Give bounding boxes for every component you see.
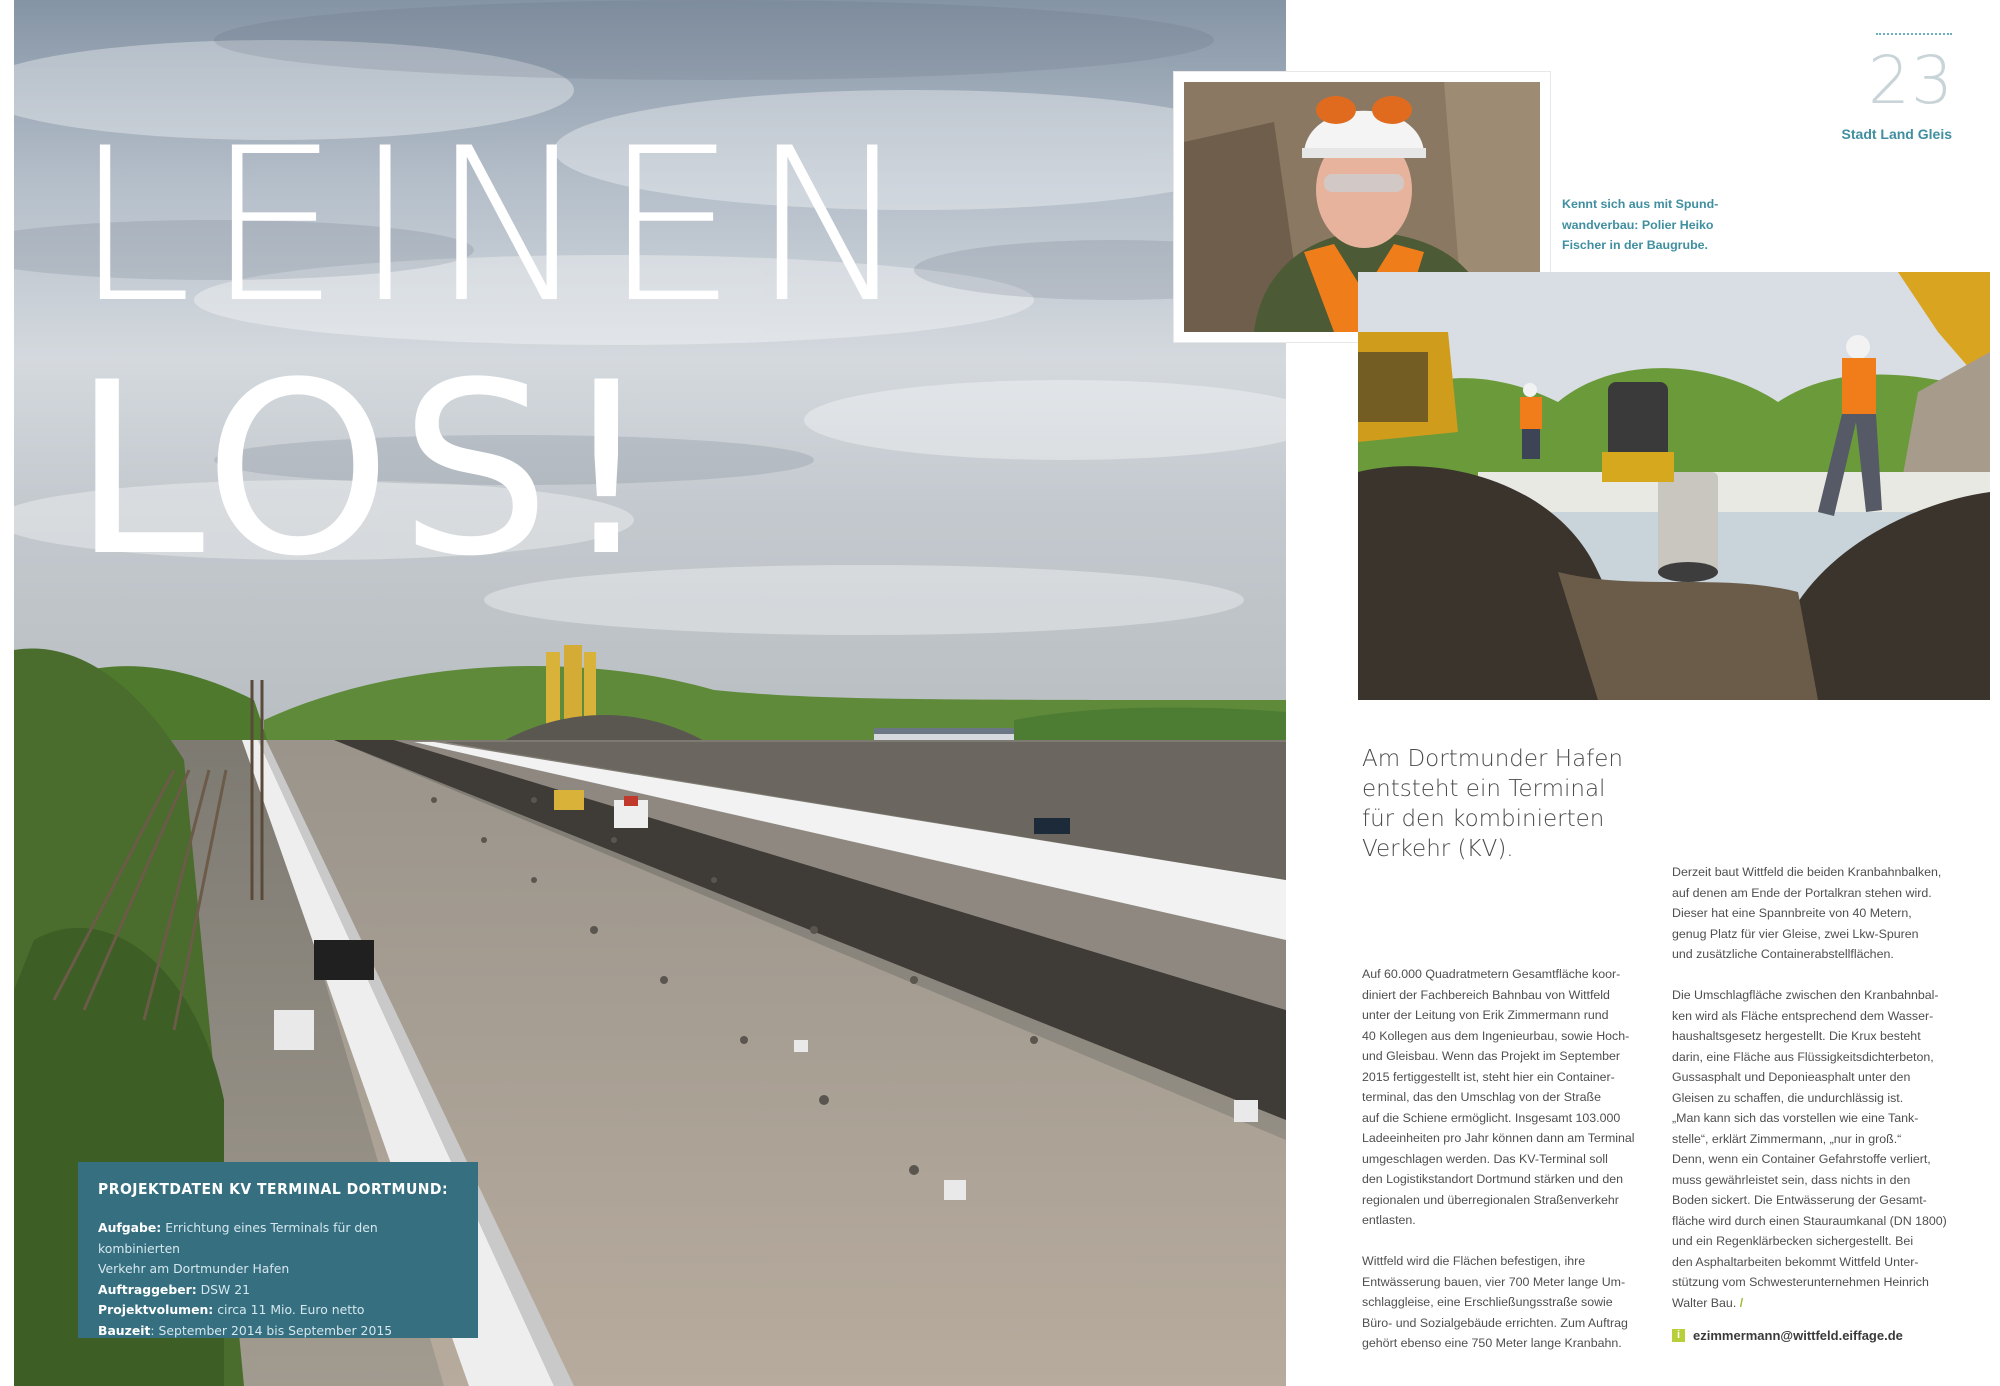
portrait-caption-line: Kennt sich aus mit Spund- [1562,197,1719,211]
article-line: den Asphaltarbeiten bekommt Wittfeld Unter- [1672,1254,1919,1269]
contact-line [1672,1328,1903,1343]
article-line: ken wird als Fläche entsprechend dem Wasser- [1672,1008,1934,1023]
article-line: diniert der Fachbereich Bahnbau von Wittfeld [1362,987,1610,1002]
article-line: und zusätzliche Containerabstellflächen. [1672,947,1894,961]
intro-heading-line: für den kombinierten [1362,806,1605,832]
article-line: genug Platz für vier Gleise, zwei Lkw-Spuren [1672,926,1919,941]
article-line: Boden sickert. Die Entwässerung der Gesamt- [1672,1193,1927,1207]
article-line: terminal, das den Umschlag von der Straße [1362,1090,1601,1104]
info-icon: i [1672,1329,1685,1342]
article-line: den Logistikstandort Dortmund stärken und den [1362,1172,1624,1186]
headline-line-2: LOS! [72,332,662,609]
article-line: haushaltsgesetz hergestellt. Die Krux besteht [1672,1029,1921,1043]
article-line: auf denen am Ende der Portalkran stehen wird. [1672,885,1932,900]
article-line: Denn, wenn ein Container Gefahrstoffe verliert, [1672,1152,1931,1166]
project-task [98,1218,458,1259]
article-line: und ein Regenklärbecken sichergestellt. Bei [1672,1234,1914,1248]
page-number: 23 [1868,42,1954,119]
article-line: darin, eine Fläche aus Flüssigkeitsdichterbeton, [1672,1049,1934,1064]
article-line: Walter Bau. [1672,1295,1740,1310]
page-number-rule [1876,33,1952,35]
project-duration-label: Bauzeit [98,1322,151,1338]
article-line: muss gewährleistet sein, dass nichts in den [1672,1172,1911,1187]
headline-line-1: LEINEN [74,102,924,349]
article-line: auf die Schiene ermöglicht. Insgesamt 103.000 [1362,1110,1621,1125]
project-data-box [78,1162,478,1338]
portrait-caption [1562,194,1742,256]
article-line: schlaggleise, eine Erschließungsstraße sowie [1362,1295,1613,1309]
article-line: fläche wird durch einen Stauraumkanal (DN 1800) [1672,1213,1947,1228]
article-line: 2015 fertiggestellt ist, steht hier ein Container- [1362,1069,1615,1084]
portrait-caption-line: wandverbau: Polier Heiko [1562,217,1714,232]
article-line: Entwässerung bauen, vier 700 Meter lange Um- [1362,1274,1626,1289]
worksite-illustration [1358,272,1990,700]
project-volume-label: Projektvolumen: [98,1302,214,1317]
intro-heading-line: Am Dortmunder Hafen [1362,746,1623,772]
project-task-label: Aufgabe: [98,1220,162,1235]
article-line: Dieser hat eine Spannbreite von 40 Metern, [1672,906,1912,920]
intro-heading [1362,744,1682,864]
article-line: Auf 60.000 Quadratmetern Gesamtfläche koor- [1362,967,1621,981]
article-line: Ladeeinheiten pro Jahr können dann am Terminal [1362,1131,1635,1145]
project-task-cont: Verkehr am Dortmunder Hafen [98,1261,290,1276]
article-line: „Man kann sich das vorstellen wie eine Tank- [1672,1111,1919,1125]
article-line: gehört ebenso eine 750 Meter lange Kranbahn. [1362,1336,1622,1350]
article-line: unter der Leitung von Erik Zimmermann rund [1362,1008,1609,1022]
article-line: Derzeit baut Wittfeld die beiden Kranbahnbalken, [1672,865,1942,879]
project-box-title: PROJEKTDATEN KV TERMINAL DORTMUND: [98,1180,449,1198]
project-duration [98,1321,458,1342]
intro-heading-line: Verkehr (KV). [1362,836,1514,862]
project-task-value-1: Errichtung eines Terminals für den kombinierten [98,1220,378,1256]
article-line: Die Umschlagfläche zwischen den Kranbahnbal- [1672,988,1939,1002]
article-paragraph [1362,1251,1662,1354]
article-paragraph [1362,964,1662,1231]
article-line: 40 Kollegen aus dem Ingenieurbau, sowie Hoch- [1362,1028,1630,1043]
article-line: entlasten. [1362,1213,1416,1227]
article-line: Büro- und Sozialgebäude errichten. Zum Auftrag [1362,1315,1628,1330]
article-line: umgeschlagen werden. Das KV-Terminal soll [1362,1151,1608,1166]
article-line: und Gleisbau. Wenn das Projekt im September [1362,1049,1621,1063]
project-client-label: Auftraggeber: [98,1281,197,1297]
project-client [98,1280,458,1301]
worksite-photo [1358,272,1990,700]
project-volume [98,1300,458,1321]
article-line: regionalen und überregionalen Straßenverkehr [1362,1192,1619,1207]
article-end-mark: / [1739,1295,1744,1310]
article-paragraph [1672,862,1972,965]
project-client-value: DSW 21 [196,1281,250,1297]
project-duration-value: : September 2014 bis September 2015 [150,1322,393,1338]
article-line: Wittfeld wird die Flächen befestigen, ihre [1362,1254,1586,1268]
contact-email-link[interactable]: ezimmermann@wittfeld.eiffage.de [1693,1328,1903,1343]
article-line: stelle“, erklärt Zimmermann, „nur in groß.“ [1672,1131,1902,1146]
portrait-caption-line: Fischer in der Baugrube. [1562,238,1708,252]
intro-heading-line: entsteht ein Terminal [1362,776,1606,802]
article-paragraph [1672,985,1972,1313]
project-volume-value: circa 11 Mio. Euro netto [213,1302,365,1317]
article-column-left [1362,964,1662,1374]
section-label: Stadt Land Gleis [1841,126,1952,142]
article-column-right [1672,862,1972,1334]
article-line: stützung vom Schwesterunternehmen Heinrich [1672,1275,1929,1289]
article-line: Gleisen zu schaffen, die undurchlässig ist. [1672,1090,1904,1105]
article-line: Gussasphalt und Deponieasphalt unter den [1672,1070,1911,1084]
